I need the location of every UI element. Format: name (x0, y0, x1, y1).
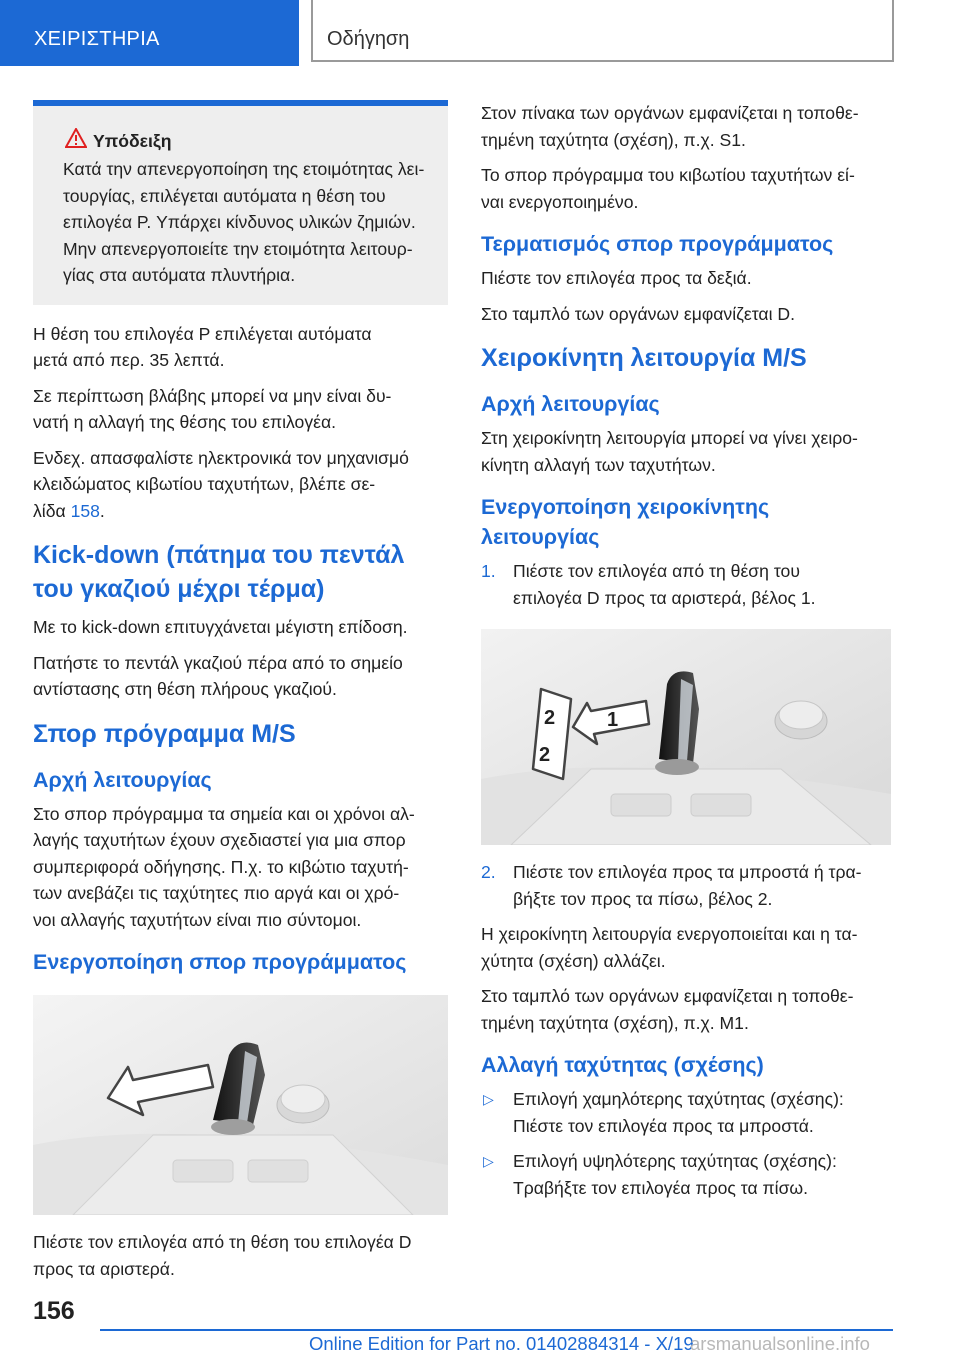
activate-manual-heading (481, 492, 891, 552)
warning-title-text: Υπόδειξη (93, 131, 172, 151)
warning-box (33, 100, 448, 305)
heading-line: Kick-down (πάτημα του πεντάλ (33, 541, 405, 569)
section-tab (311, 0, 894, 62)
text-line: Στον πίνακα των οργάνων εμφανίζεται η τοποθε- (481, 103, 859, 123)
section-title: Οδήγηση (327, 28, 410, 50)
text-line: βήξτε τον προς τα πίσω, βέλος 2. (513, 888, 773, 909)
text-line: Η χειροκίνητη λειτουργία ενεργοποιείται και η τα- (481, 924, 858, 944)
warning-title (93, 128, 448, 154)
heading-line: Ενεργοποίηση χειροκίνητης (481, 495, 770, 519)
paragraph: Στο ταμπλό των οργάνων εμφανίζεται D. (481, 303, 795, 324)
text-line: μετά από περ. 35 λεπτά. (33, 350, 225, 370)
gear-selector-photo-left (33, 995, 448, 1215)
bullet-triangle-icon: ▷ (483, 1153, 494, 1169)
arrow-label: 2 (539, 744, 551, 766)
text-line: αντίστασης στη θέση πλήρους γκαζιού. (33, 679, 337, 699)
text-fragment: λίδα (33, 500, 71, 521)
text-line: Πιέστε τον επιλογέα προς τα μπροστά. (513, 1115, 814, 1136)
photo-caption (33, 1229, 448, 1282)
end-sport-heading: Τερματισμός σπορ προγράμματος (481, 232, 834, 256)
text-line: τημένη ταχύτητα (σχέση), π.χ. S1. (481, 129, 746, 150)
sport-subheading: Αρχή λειτουργίας (33, 767, 212, 792)
sport-heading: Σπορ πρόγραμμα M/S (33, 719, 296, 748)
paragraph (33, 650, 448, 703)
paragraph: Με το kick-down επιτυγχάνεται μέγιστη επίδοση. (33, 617, 408, 637)
list-item (481, 1148, 891, 1201)
left-column (33, 100, 448, 1291)
manual-heading: Χειροκίνητη λειτουργία M/S (481, 344, 807, 372)
text-line: κίνητη αλλαγή των ταχυτήτων. (481, 454, 716, 475)
text-line: συμπεριφορά οδήγησης. Π.χ. το κιβώτιο ταχυτή- (33, 856, 409, 877)
watermark: arsmanualsonline.info (690, 1333, 870, 1354)
text-line: Στη χειροκίνητη λειτουργία μπορεί να γίνει χειρο- (481, 428, 858, 448)
paragraph (33, 801, 448, 934)
list-item (481, 558, 891, 611)
text-line: νοι αλλαγής ταχυτήτων είναι πιο σύντομοι. (33, 909, 362, 930)
list-item (481, 859, 891, 912)
gear-selector-photo-right (481, 629, 891, 845)
list-item (481, 1086, 891, 1139)
text-line: επιλογέα D προς τα αριστερά, βέλος 1. (513, 587, 816, 608)
text-line: Στο ταμπλό των οργάνων εμφανίζεται η τοποθε- (481, 986, 854, 1006)
warning-text (33, 156, 448, 289)
text-line: Σε περίπτωση βλάβης μπορεί να μην είναι δυ- (33, 385, 392, 406)
text-line: Στο σπορ πρόγραμμα τα σημεία και οι χρόνοι αλ- (33, 803, 415, 824)
text-line: λαγής ταχυτήτων έχουν σχεδιαστεί για μια σπορ (33, 830, 406, 850)
text-line (33, 498, 448, 525)
right-column (481, 100, 891, 1210)
text-line: τημένη ταχύτητα (σχέση), π.χ. M1. (481, 1012, 749, 1033)
text-line: Επιλογή υψηλότερης ταχύτητας (σχέσης): (513, 1151, 837, 1171)
paragraph (33, 383, 448, 436)
bullet-triangle-icon: ▷ (483, 1091, 494, 1107)
edition-text: Online Edition for Part no. 01402884314 - X/19 (309, 1333, 694, 1354)
manual-subheading: Αρχή λειτουργίας (481, 392, 660, 416)
paragraph (33, 321, 448, 374)
step-number: 1. (481, 561, 496, 581)
text-line: ναι ενεργοποιημένο. (481, 191, 639, 212)
text-line: Πιέστε τον επιλογέα προς τα μπροστά ή τρα- (513, 862, 862, 882)
paragraph (481, 983, 891, 1036)
text-line: Πιέστε τον επιλογέα από τη θέση του επιλογέα D (33, 1232, 412, 1252)
text-line: Το σπορ πρόγραμμα του κιβωτίου ταχυτήτων εί- (481, 165, 855, 185)
paragraph: Πιέστε τον επιλογέα προς τα δεξιά. (481, 268, 752, 288)
activate-sport-heading: Ενεργοποίηση σπορ προγράμματος (33, 950, 407, 974)
text-line: γίας στα αυτόματα πλυντήρια. (63, 265, 296, 285)
chapter-title: ΧΕΙΡΙΣΤΗΡΙΑ (34, 28, 160, 50)
text-line: των ανεβάζει τις ταχύτητες πιο αργά και οι χρό- (33, 883, 400, 903)
kickdown-heading (33, 538, 448, 606)
text-line: Πιέστε τον επιλογέα από τη θέση του (513, 561, 800, 581)
text-line: Η θέση του επιλογέα P επιλέγεται αυτόματα (33, 323, 372, 344)
paragraph (481, 162, 891, 215)
heading-line: του γκαζιού μέχρι τέρμα) (33, 575, 325, 603)
paragraph (481, 100, 891, 153)
text-line: Επιλογή χαμηλότερης ταχύτητας (σχέσης): (513, 1089, 844, 1109)
text-line: Τραβήξτε τον επιλογέα προς τα πίσω. (513, 1177, 809, 1198)
text-fragment: . (99, 500, 105, 521)
text-line: Μην απενεργοποιείτε την ετοιμότητα λειτουρ- (63, 238, 413, 259)
paragraph (33, 445, 448, 525)
page-number: 156 (33, 1297, 75, 1325)
paragraph (481, 921, 891, 974)
heading-line: λειτουργίας (481, 525, 600, 549)
warning-triangle-icon (65, 128, 87, 148)
text-line: προς τα αριστερά. (33, 1258, 175, 1279)
arrow-label: 2 (544, 707, 556, 729)
text-line: επιλογέα P. Υπάρχει κίνδυνος υλικών ζημιών. (63, 212, 416, 232)
arrow-label: 1 (607, 709, 619, 731)
text-line: τουργίας, επιλέγεται αυτόματα η θέση του (63, 185, 386, 206)
text-line: χύτητα (σχέση) αλλάζει. (481, 950, 666, 971)
gear-change-heading: Αλλαγή ταχύτητας (σχέσης) (481, 1053, 764, 1077)
text-line: νατή η αλλαγή της θέσης του επιλογέα. (33, 412, 337, 432)
text-line: κλειδώματος κιβωτίου ταχυτήτων, βλέπε σε- (33, 474, 376, 494)
text-line: Πατήστε το πεντάλ γκαζιού πέρα από το σημείο (33, 652, 403, 673)
paragraph (481, 425, 891, 478)
text-line: Ενδεχ. απασφαλίστε ηλεκτρονικά τον μηχανισμό (33, 447, 409, 468)
text-line: Κατά την απενεργοποίηση της ετοιμότητας λει- (63, 159, 425, 179)
page-link[interactable]: 158 (70, 500, 100, 521)
footer-divider (100, 1329, 893, 1331)
step-number: 2. (481, 862, 496, 882)
chapter-tab (0, 0, 299, 66)
